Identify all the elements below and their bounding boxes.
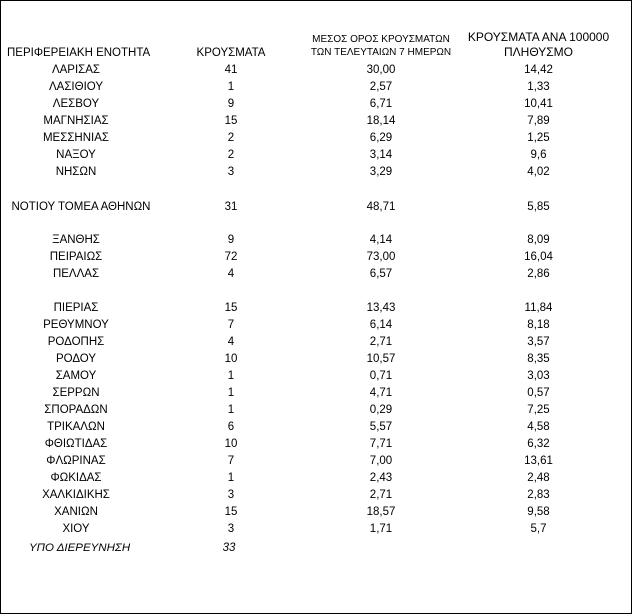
cell-cases: 10 xyxy=(224,353,238,365)
cell-cases: 3 xyxy=(227,166,235,178)
cell-per100k: 5,7 xyxy=(530,523,547,535)
table-row xyxy=(1,266,631,283)
cell-avg: 1,71 xyxy=(369,523,393,535)
cell-cases: 15 xyxy=(224,506,238,518)
cell-region: ΠΙΕΡΙΑΣ xyxy=(53,302,99,314)
cell-cases: 31 xyxy=(224,201,238,213)
cell-cases: 1 xyxy=(227,472,235,484)
cell-cases: 4 xyxy=(227,336,235,348)
cell-per100k: 16,04 xyxy=(524,251,553,263)
cell-cases: 7 xyxy=(227,319,235,331)
table-row xyxy=(1,199,631,216)
cell-per100k: 2,86 xyxy=(527,268,550,280)
cell-per100k: 9,58 xyxy=(527,506,550,518)
cell-avg: 6,57 xyxy=(369,268,393,280)
table-row xyxy=(1,334,631,351)
cell-cases: 1 xyxy=(227,404,235,416)
cell-per100k: 4,58 xyxy=(527,421,550,433)
cell-avg: 18,14 xyxy=(366,115,396,127)
cell-cases: 15 xyxy=(224,115,238,127)
cell-region: ΡΟΔΟΠΗΣ xyxy=(47,336,105,348)
cell-per100k: 6,32 xyxy=(527,438,550,450)
header-avg-line2: ΤΩΝ ΤΕΛΕΥΤΑΙΩΝ 7 ΗΜΕΡΩΝ xyxy=(310,46,452,58)
cell-region: ΡΕΘΥΜΝΟΥ xyxy=(43,319,109,331)
cell-avg: 6,29 xyxy=(369,132,393,144)
table-row xyxy=(1,385,631,402)
header-avg-7-days xyxy=(301,34,461,59)
cell-region: ΜΑΓΝΗΣΙΑΣ xyxy=(43,115,109,127)
cell-per100k: 10,41 xyxy=(524,98,553,110)
cell-region: ΛΕΣΒΟΥ xyxy=(52,98,100,110)
table-row xyxy=(1,113,631,130)
cell-region: ΦΩΚΙΔΑΣ xyxy=(50,472,102,484)
cell-per100k: 8,09 xyxy=(527,234,550,246)
table-row xyxy=(1,436,631,453)
table-row xyxy=(1,487,631,504)
cell-region: ΦΛΩΡΙΝΑΣ xyxy=(46,455,106,467)
cell-per100k: 11,84 xyxy=(524,302,553,314)
cell-avg: 7,71 xyxy=(369,438,393,450)
cell-region: ΝΗΣΩΝ xyxy=(55,166,97,178)
cell-avg: 4,14 xyxy=(369,234,393,246)
cell-per100k: 7,25 xyxy=(527,404,550,416)
cell-per100k: 2,48 xyxy=(527,472,550,484)
cell-cases: 15 xyxy=(224,302,238,314)
cell-cases: 3 xyxy=(227,489,235,501)
cell-cases: 41 xyxy=(224,64,238,76)
cell-cases: 2 xyxy=(227,132,235,144)
table-row xyxy=(1,249,631,266)
cell-avg: 2,43 xyxy=(369,472,393,484)
cell-cases: 72 xyxy=(224,251,238,263)
cell-avg: 3,29 xyxy=(369,166,393,178)
cell-avg: 13,43 xyxy=(366,302,396,314)
cell-footer-label: ΥΠΟ ΔΙΕΡΕΥΝΗΣΗ xyxy=(29,542,131,554)
table-row xyxy=(1,317,631,334)
header-region: ΠΕΡΙΦΕΡΕΙΑΚΗ ΕΝΟΤΗΤΑ xyxy=(7,47,151,59)
cell-per100k: 5,85 xyxy=(527,201,550,213)
cell-avg: 0,29 xyxy=(369,404,393,416)
header-per100k-line1: ΚΡΟΥΣΜΑΤΑ ΑΝΑ 100000 xyxy=(467,30,610,44)
cell-per100k: 3,03 xyxy=(527,370,550,382)
cell-cases: 7 xyxy=(227,455,235,467)
cell-avg: 18,57 xyxy=(366,506,396,518)
cell-avg: 10,57 xyxy=(366,353,396,365)
table-row xyxy=(1,470,631,487)
cell-region: ΜΕΣΣΗΝΙΑΣ xyxy=(42,132,110,144)
header-avg-line1: ΜΕΣΟΣ ΟΡΟΣ ΚΡΟΥΣΜΑΤΩΝ xyxy=(312,34,450,45)
cell-region: ΠΕΛΛΑΣ xyxy=(52,268,100,280)
cell-region: ΞΑΝΘΗΣ xyxy=(52,234,100,246)
cell-per100k: 14,42 xyxy=(524,64,553,76)
table-row xyxy=(1,453,631,470)
cell-region: ΣΕΡΡΩΝ xyxy=(52,387,100,399)
table-row xyxy=(1,62,631,79)
table-row xyxy=(1,164,631,181)
cell-cases: 10 xyxy=(224,438,238,450)
cell-region: ΦΘΙΩΤΙΔΑΣ xyxy=(44,438,108,450)
cell-per100k: 4,02 xyxy=(527,166,550,178)
cell-region: ΛΑΣΙΘΙΟΥ xyxy=(48,81,104,93)
table-row xyxy=(1,147,631,164)
table-row xyxy=(1,130,631,147)
header-cases: ΚΡΟΥΣΜΑΤΑ xyxy=(196,47,266,59)
cell-per100k: 1,33 xyxy=(527,81,550,93)
table-row xyxy=(1,521,631,538)
cell-region: ΣΑΜΟΥ xyxy=(55,370,97,382)
cell-avg: 4,71 xyxy=(369,387,393,399)
cell-cases: 3 xyxy=(227,523,235,535)
cell-per100k: 7,89 xyxy=(527,115,550,127)
cell-avg: 73,00 xyxy=(366,251,396,263)
cell-avg: 48,71 xyxy=(366,201,396,213)
cell-region: ΡΟΔΟΥ xyxy=(55,353,97,365)
cell-avg: 30,00 xyxy=(366,64,396,76)
cell-region: ΧΑΝΙΩΝ xyxy=(54,506,98,518)
cell-footer-cases: 33 xyxy=(222,542,236,554)
cell-per100k: 1,25 xyxy=(527,132,550,144)
cell-region: ΝΟΤΙΟΥ ΤΟΜΕΑ ΑΘΗΝΩΝ xyxy=(11,201,151,213)
cell-cases: 9 xyxy=(227,234,235,246)
cell-per100k: 8,18 xyxy=(527,319,550,331)
cell-avg: 2,57 xyxy=(369,81,393,93)
table-row xyxy=(1,232,631,249)
cell-cases: 1 xyxy=(227,370,235,382)
cell-avg: 2,71 xyxy=(369,336,393,348)
cell-region: ΧΑΛΚΙΔΙΚΗΣ xyxy=(42,489,110,501)
cell-cases: 6 xyxy=(227,421,235,433)
table-row-under-investigation xyxy=(1,540,631,557)
cell-per100k: 2,83 xyxy=(527,489,550,501)
cell-avg: 3,14 xyxy=(369,149,393,161)
cell-region: ΛΑΡΙΣΑΣ xyxy=(51,64,101,76)
cell-per100k: 0,57 xyxy=(527,387,550,399)
header-per-100k xyxy=(456,30,621,60)
cell-avg: 6,71 xyxy=(369,98,393,110)
table-row xyxy=(1,300,631,317)
table-row xyxy=(1,79,631,96)
cell-cases: 1 xyxy=(227,81,235,93)
cell-region: ΣΠΟΡΑΔΩΝ xyxy=(44,404,108,416)
cell-avg: 7,00 xyxy=(369,455,393,467)
cell-per100k: 8,35 xyxy=(527,353,550,365)
cell-cases: 4 xyxy=(227,268,235,280)
cell-region: ΝΑΞΟΥ xyxy=(56,149,96,161)
cell-per100k: 3,57 xyxy=(527,336,550,348)
table-row xyxy=(1,96,631,113)
cell-avg: 5,57 xyxy=(369,421,393,433)
header-per100k-line2: ΠΛΗΘΥΣΜΟ xyxy=(503,45,574,59)
table-row xyxy=(1,402,631,419)
cell-avg: 6,14 xyxy=(369,319,393,331)
cell-region: ΠΕΙΡΑΙΩΣ xyxy=(49,251,103,263)
cell-per100k: 13,61 xyxy=(524,455,553,467)
cell-cases: 2 xyxy=(227,149,235,161)
table-row xyxy=(1,351,631,368)
cell-avg: 0,71 xyxy=(369,370,393,382)
table-row xyxy=(1,368,631,385)
table-row xyxy=(1,419,631,436)
cell-region: ΤΡΙΚΑΛΩΝ xyxy=(47,421,105,433)
cell-per100k: 9,6 xyxy=(530,149,547,161)
table-row xyxy=(1,504,631,521)
cell-region: ΧΙΟΥ xyxy=(62,523,90,535)
cell-cases: 9 xyxy=(227,98,235,110)
cell-cases: 1 xyxy=(227,387,235,399)
cell-avg: 2,71 xyxy=(369,489,393,501)
